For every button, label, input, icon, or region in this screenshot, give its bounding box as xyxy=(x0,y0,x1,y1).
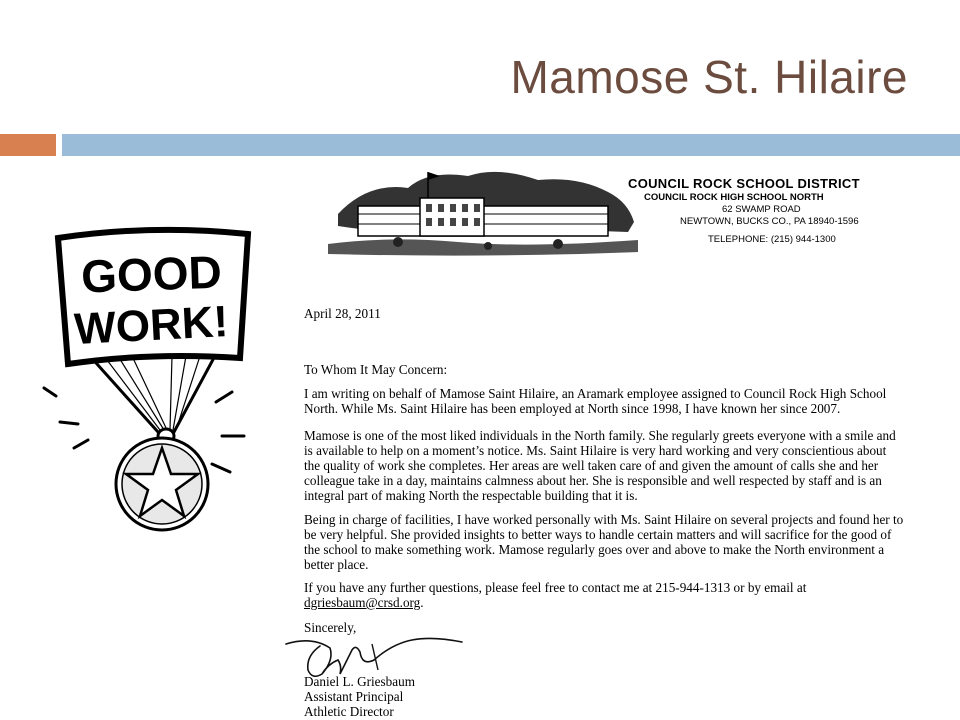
letterhead-district: COUNCIL ROCK SCHOOL DISTRICT xyxy=(628,176,860,191)
clipart-line2: WORK! xyxy=(73,297,230,355)
accent-bar-blue xyxy=(62,134,960,156)
slide-title: Mamose St. Hilaire xyxy=(510,51,908,103)
letterhead-city: NEWTOWN, BUCKS CO., PA 18940-1596 xyxy=(680,216,859,227)
para2-line: colleague take in a day, maintains calmness about her. She is responsible and well respected by staff and is an xyxy=(304,473,882,488)
signature-block xyxy=(304,674,415,719)
para1-line: I am writing on behalf of Mamose Saint Hilaire, an Aramark employee assigned to Council Rock High School xyxy=(304,386,887,401)
para2-line: is available to help on a moment’s notice. Ms. Saint Hilaire is very hard working and very conscientious about xyxy=(304,443,887,458)
letter-closing: Sincerely, xyxy=(304,620,357,635)
signer-title-1: Assistant Principal xyxy=(304,689,404,704)
para4-line: If you have any further questions, please feel free to contact me at 215-944-1313 or by email at xyxy=(304,580,807,595)
para4-email-line xyxy=(304,595,954,610)
para3-line: be very helpful. She provided insights to better ways to handle certain matters and will sacrifice for the good of xyxy=(304,527,892,542)
letter-date: April 28, 2011 xyxy=(304,306,381,321)
signer-name: Daniel L. Griesbaum xyxy=(304,674,415,689)
letter-paragraph-1 xyxy=(304,386,954,416)
para2-line: Mamose is one of the most liked individuals in the North family. She regularly greets everyone with a smile and xyxy=(304,428,896,443)
email-suffix: . xyxy=(420,595,424,610)
clipart-line1: GOOD xyxy=(80,245,223,303)
accent-bar-orange xyxy=(0,134,56,156)
school-building-sketch xyxy=(328,162,638,258)
letter-salutation: To Whom It May Concern: xyxy=(304,362,448,377)
letterhead-school: COUNCIL ROCK HIGH SCHOOL NORTH xyxy=(644,192,824,203)
para3-line: Being in charge of facilities, I have worked personally with Ms. Saint Hilaire on several projects and found her to xyxy=(304,512,904,527)
letter-document xyxy=(282,160,960,720)
para1-line: North. While Ms. Saint Hilaire has been employed at North since 1998, I have known her since 2007. xyxy=(304,401,841,416)
contact-email-link[interactable]: dgriesbaum@crsd.org xyxy=(304,595,421,610)
letter-paragraph-3 xyxy=(304,512,954,572)
good-work-medal-clipart xyxy=(40,226,264,546)
para3-line: better place. xyxy=(304,557,369,572)
letter-paragraph-2 xyxy=(304,428,954,503)
letter-paragraph-4 xyxy=(304,580,954,610)
letterhead-phone: TELEPHONE: (215) 944-1300 xyxy=(708,234,836,245)
para2-line: integral part of making North the respectable building that it is. xyxy=(304,488,638,503)
letterhead-road: 62 SWAMP ROAD xyxy=(722,204,801,215)
signer-title-2: Athletic Director xyxy=(304,704,394,719)
para3-line: the school to make something work. Mamose regularly goes over and above to make the North environment a xyxy=(304,542,885,557)
para2-line: the quality of work she completes. Her areas are well taken care of and given the amount of calls she and her xyxy=(304,458,879,473)
